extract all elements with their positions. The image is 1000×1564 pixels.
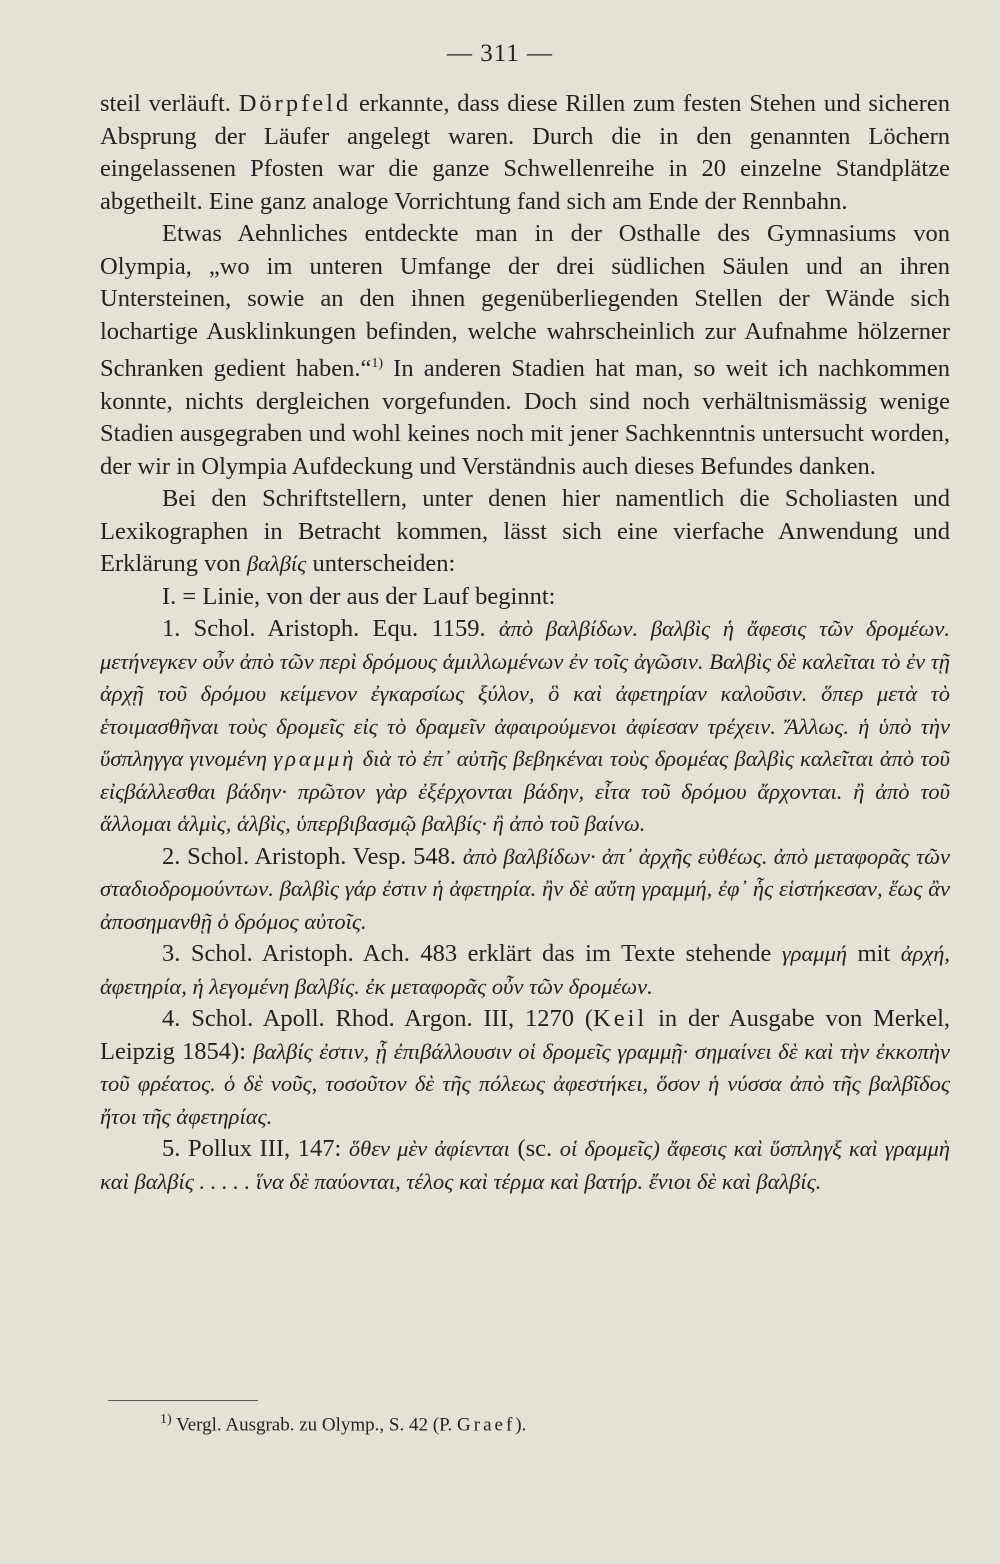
greek-text: βαλβίς ἐστιν, ᾗ ἐπιβάλλουσιν οἱ δρομεῖς γραμμῇ· σημαίνει δὲ καὶ τὴν ἐκκοπὴν τοῦ φρέατος. ὁ δὲ νοῦς, τοσοῦτον δὲ τῆς πόλεως ἀφεστήκει, ὅσον ἡ νύσσα ἀπὸ τῆς βαλβῖδος ἤτοι τῆς ἀφετηρίας. (100, 1038, 950, 1129)
spaced-name: Dörpfeld (238, 90, 352, 117)
text-run: in der Ausgabe von Merkel, Leipzig 1854): (100, 1005, 951, 1065)
footnote-marker: 1) (160, 1412, 172, 1427)
text-run: Vergl. Ausgrab. zu Olymp., S. 42 (P. (171, 1414, 458, 1436)
main-text (100, 88, 950, 1198)
section-heading (100, 581, 950, 614)
citation-entry (100, 841, 950, 939)
greek-text: γραμμή (781, 941, 848, 967)
citation-entry (100, 613, 950, 841)
spaced-name: Keil (593, 1005, 648, 1033)
text-run: mit (847, 940, 901, 968)
text-run: 2. Schol. Aristoph. Vesp. 548. (162, 842, 463, 870)
greek-text: διὰ τὸ ἐπ᾽ αὐτῆς βεβηκέναι τοὺς δρομέας βαλβὶς καλεῖται ἀπὸ τοῦ εἰςβάλλεσθαι βάδην· πρῶτον γὰρ ἐξέρχονται βάδην, εἶτα τοῦ δρόμου ἄρχονται. ἢ ἀπὸ τοῦ ἅλλομαι ἁλμὶς, ἁλβὶς, ὑπερβιβασμῷ βαλβίς· ἢ ἀπὸ τοῦ βαίνω. (100, 746, 951, 837)
text-run: steil verläuft. (100, 90, 239, 117)
text-run: 4. Schol. Apoll. Rhod. Argon. III, 1270 ( (162, 1005, 594, 1033)
text-run: In anderen Stadien hat man, so weit ich nachkommen konnte, nichts dergleichen vorgefunden. Doch sind noch verhältnismässig wenige Stadien ausgegraben und wohl keines noch mit jener Sachkenntnis untersucht worden, der wir in Olympia Aufdeckung und Verständnis auch dieses Befundes danken. (100, 355, 950, 480)
citation-entry (100, 1003, 950, 1133)
greek-text: γραμμὴ (273, 746, 357, 772)
citation-entry (100, 1133, 950, 1198)
text-run: I. = Linie, von der aus der Lauf beginnt: (162, 582, 556, 610)
footnote-divider (108, 1400, 258, 1401)
text-run: Bei den Schriftstellern, unter denen hier namentlich die Scholiasten und Lexikographen in Betracht kommen, lässt sich eine vierfache Anwendung und Erklärung von (100, 485, 950, 578)
spaced-name: Graef (457, 1414, 516, 1436)
greek-text: οἱ δρομεῖς) ἄφεσις καὶ ὕσπληγξ καὶ γραμμὴ καὶ βαλβίς . . . . . ἵνα δὲ παύονται, τέλος καὶ τέρμα καὶ βατήρ. ἔνιοι δὲ καὶ βαλβίς. (100, 1136, 950, 1194)
greek-text: ἀπὸ βαλβίδων. βαλβὶς ἡ ἄφεσις τῶν δρομέων. μετήνεγκεν οὖν ἀπὸ τῶν περὶ δρόμους ἁμιλλωμένων ἐν τοῖς ἀγῶσιν. Βαλβὶς δὲ καλεῖται τὸ ἐν τῇ ἀρχῇ τοῦ δρόμου κείμενον ἐγκαρσίως ξύλον, ὃ καὶ ἀφετηρίαν καλοῦσιν. ὅπερ μετὰ τὸ ἑτοιμασθῆναι τοὺς δρομεῖς εἰς τὸ δραμεῖν ἀφαιρούμενοι ἀφίεσαν τρέχειν. Ἄλλως. ἡ ὑπὸ τὴν ὕσπληγγα γινομένη (100, 616, 950, 772)
footnote (160, 1412, 860, 1436)
paragraph (100, 218, 950, 483)
citation-entry (100, 938, 950, 1003)
text-run: 5. Pollux III, 147: (162, 1135, 349, 1163)
footnote-marker: 1) (371, 356, 384, 371)
text-run: Etwas Aehnliches entdeckte man in der Osthalle des Gymnasiums von Olympia, „wo im unteren Umfange der drei südlichen Säulen und an ihren Untersteinen, sowie an den ihnen gegenüberliegenden Stellen der Wände sich lochartige Ausklinkungen befinden, welche wahrscheinlich zur Aufnahme hölzerner Schranken gedient haben.“ (100, 220, 950, 383)
text-run: (sc. (509, 1135, 560, 1163)
page-number: — 311 — (446, 40, 554, 67)
text-run: 3. Schol. Aristoph. Ach. 483 erklärt das im Texte stehende (162, 940, 782, 968)
greek-text: ἀρχή, ἀφετηρία, ἡ λεγομένη βαλβίς. ἐκ μεταφορᾶς οὖν τῶν δρομέων. (100, 941, 950, 999)
paragraph (100, 483, 950, 581)
text-run: erkannte, dass diese Rillen zum festen Stehen und sicheren Absprung der Läufer angelegt waren. Durch die in den genannten Löchern eingelassenen Pfosten war die ganze Schwellenreihe in 20 einzelne Standplätze abgetheilt. Eine ganz analoge Vorrichtung fand sich am Ende der Rennbahn. (100, 90, 950, 215)
greek-text: ἀπὸ βαλβίδων· ἀπ᾽ ἀρχῆς εὐθέως. ἀπὸ μεταφορᾶς τῶν σταδιοδρομούντων. βαλβὶς γάρ ἐστιν ἡ ἀφετηρία. ἢν δὲ αὔτη γραμμή, ἐφ᾽ ἧς εἱστήκεσαν, ἕως ἂν ἀποσημανθῇ ὁ δρόμος αὐτοῖς. (100, 843, 950, 934)
text-run: 1. Schol. Aristoph. Equ. 1159. (162, 615, 499, 643)
paragraph (100, 88, 950, 218)
greek-text: ὅθεν μὲν ἀφίενται (348, 1136, 510, 1162)
greek-text: βαλβίς (246, 551, 307, 577)
text-run: ). (515, 1414, 527, 1436)
text-run: unterscheiden: (306, 550, 456, 578)
